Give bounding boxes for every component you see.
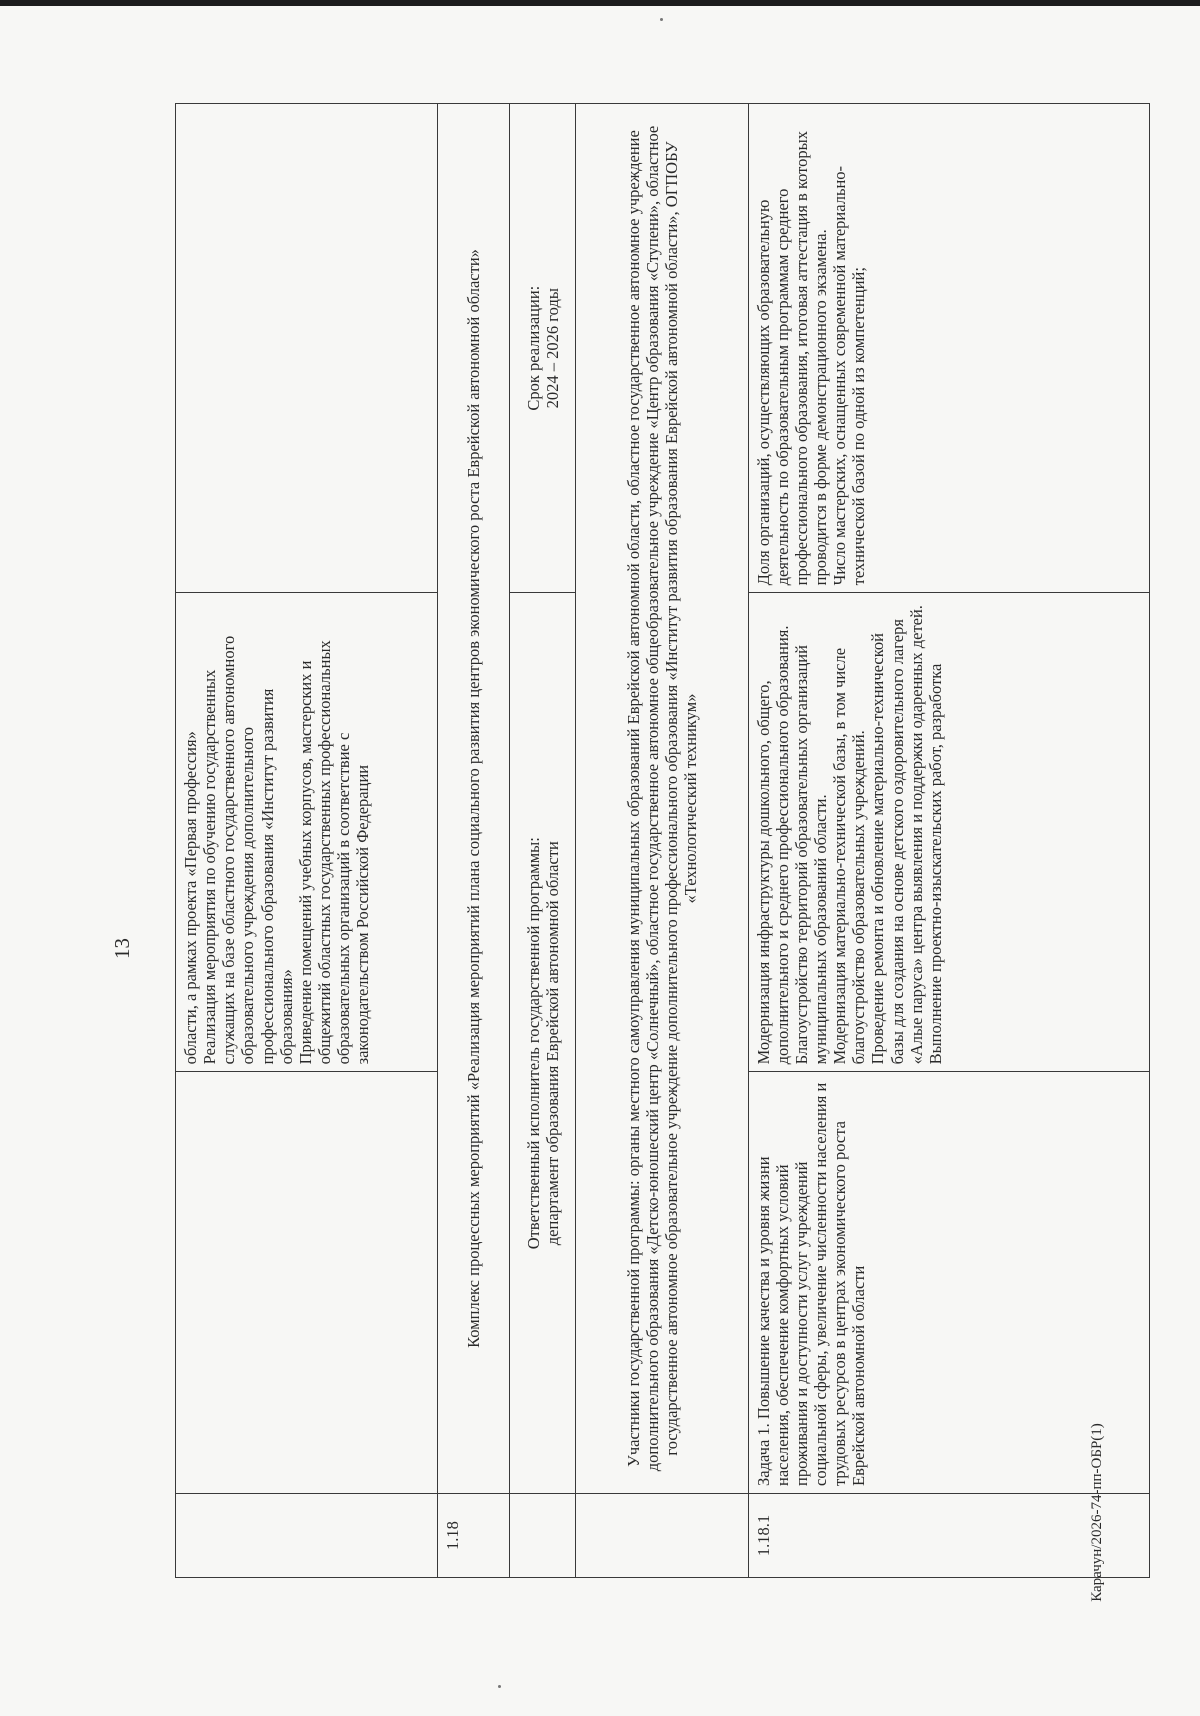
cell-empty: [510, 1493, 576, 1577]
program-table: [175, 103, 1150, 1578]
cell-empty: [176, 1493, 438, 1577]
cell-empty: [176, 104, 438, 593]
page-number: 13: [110, 938, 134, 959]
scan-top-edge: [0, 0, 1200, 6]
table-row-continuation: [176, 104, 438, 1578]
rotated-page-content: [175, 103, 1150, 1578]
measures-list: Модернизация инфраструктуры дошкольного, общего, дополнительного и среднего профессионального образования. Благоустройство территорий образовательных организаций муниципальных образований области. Модернизация материально-технической базы, в том числе благоустройство образовательных учреждений. Проведение ремонта и обновление материально-технической базы для создания на основе детского оздоровительного лагеря «Алые паруса» центра выявления и поддержки одаренных детей. Выполнение проектно-изыскательских работ, разработка: [748, 593, 1149, 1072]
program-participants: Участники государственной программы: органы местного самоуправления муниципальных образований Еврейской автономной области, областное государственное автономное учреждение дополнительного образования «Детско-юношеский центр «Солнечный», областное государственное автономное общеобразовательное учреждение «Центр образования «Ступени», областное государственное автономное образовательное учреждение дополнительного профессионального образования «Институт развития образования Еврейской автономной области», ОГПОБУ «Технологический техникум»: [576, 104, 748, 1494]
task-description: Задача 1. Повышение качества и уровня жизни населения, обеспечение комфортных условий проживания и доступности услуг учреждений социальной сферы, увеличение численности населения и трудовых ресурсов в центрах экономического роста Еврейской автономной области: [748, 1072, 1149, 1494]
cell-empty: [176, 1072, 438, 1494]
table-row-participants: [576, 104, 748, 1578]
scan-speck: [660, 18, 663, 21]
responsible-executor: Ответственный исполнитель государственной программы: департамент образования Еврейской автономной области: [510, 593, 576, 1494]
section-title: Комплекс процессных мероприятий «Реализация мероприятий плана социального развития центров экономического роста Еврейской автономной области»: [438, 104, 510, 1494]
implementation-term: Срок реализации: 2024 – 2026 годы: [510, 104, 576, 593]
table-row-1-18: [438, 104, 510, 1578]
indicators-list: Доля организаций, осуществляющих образовательную деятельность по образовательным программам среднего профессионального образования, итоговая аттестация в которых проводится в форме демонстрационного экзамена. Число мастерских, оснащенных современной материально-технической базой по одной из компетенций;: [748, 104, 1149, 593]
row-number: 1.18.1: [748, 1493, 1149, 1577]
row-number: 1.18: [438, 1493, 510, 1577]
table-row-1-18-1: [748, 104, 1149, 1578]
scan-speck: [498, 1685, 501, 1688]
cell-continuation-text: области, а рамках проекта «Первая профессия» Реализация мероприятия по обучению государственных служащих на базе областного государственного автономного образовательного учреждения дополнительного профессионального образования «Институт развития образования» Приведение помещений учебных корпусов, мастерских и общежитий областных государственных профессиональных образовательных организаций в соответствие с законодательством Российской Федерации: [176, 593, 438, 1072]
table-row-executor: [510, 104, 576, 1578]
document-code: Карачун/2026-74-пп-ОБР(1): [1088, 1423, 1105, 1602]
cell-empty: [576, 1493, 748, 1577]
